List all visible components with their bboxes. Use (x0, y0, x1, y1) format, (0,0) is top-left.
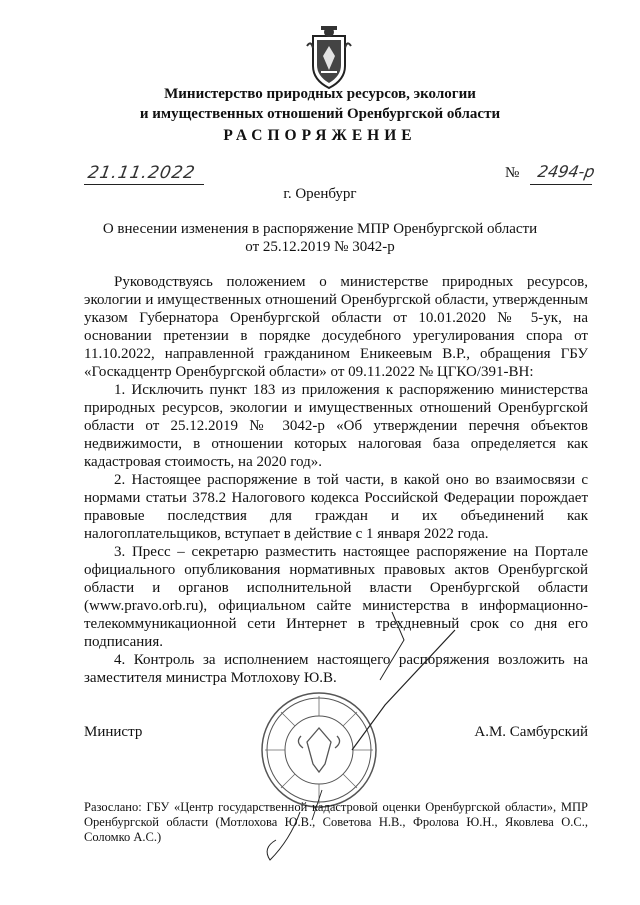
item-2-paragraph: 2. Настоящее распоряжение в той части, в какой оно во взаимосвязи с нормами статьи 378.2 Налогового кодекса Российской Федерации порождает правовые последствия для граждан и их объединений как налогоплательщиков, вступает в действие с 1 января 2022 года. (84, 472, 588, 542)
item-3-paragraph: 3. Пресс – секретарю разместить настоящее распоряжение на Портале официального опубликования нормативных правовых актов Оренбургской области и органов исполнительной власти Оренбургской области (www.pravo.orb.ru), официальном сайте министерства в информационно-телекоммуникационной сети Интернет в трехдневный срок со дня его подписания. (84, 544, 588, 650)
item-4-paragraph: 4. Контроль за исполнением настоящего распоряжения возложить на заместителя министра Мотлохову Ю.В. (84, 652, 588, 686)
coat-of-arms-icon (303, 22, 355, 90)
org-name-line1: Министерство природных ресурсов, экологии (164, 86, 476, 102)
document-date: 21.11.2022 (86, 163, 198, 183)
number-underline (530, 184, 592, 185)
city: г. Оренбург (283, 186, 357, 202)
preamble-paragraph: Руководствуясь положением о министерстве природных ресурсов, экологии и имущественных отношений Оренбургской области, утвержденным указом Губернатора Оренбургской области от 10.01.2020 № 5-ук, на основании претензии в порядке досудебного урегулирования спора от 11.10.2022, направленной гражданином Еникеевым В.Р., обращения ГБУ «Госкадцентр Оренбургской области» от 09.11.2022 № ЦГКО/391-ВН: (84, 274, 588, 380)
official-seal-icon (259, 690, 379, 810)
subject-line2: от 25.12.2019 № 3042-р (245, 239, 395, 255)
item-1-paragraph: 1. Исключить пункт 183 из приложения к распоряжению министерства природных ресурсов, экологии и имущественных отношений Оренбургской области от 25.12.2019 № 3042-р «Об утверждении перечня объектов недвижимости, в отношении которых налоговая база определяется как кадастровая стоимость, на 2020 год». (84, 382, 588, 470)
document-type: РАСПОРЯЖЕНИЕ (223, 127, 417, 144)
date-underline (84, 184, 204, 185)
signatory-title: Министр (84, 724, 143, 740)
number-sign: № (505, 165, 520, 181)
org-name-line2: и имущественных отношений Оренбургской области (139, 106, 501, 122)
signatory-name: А.М. Самбурский (474, 724, 588, 740)
document-number: 2494-р (536, 162, 597, 181)
document-body (84, 273, 588, 687)
distribution-list: Разослано: ГБУ «Центр государственной кадастровой оценки Оренбургской области», МПР Оренбургской области (Мотлохова Ю.В., Советова Н.В., Фролова Ю.Н., Яковлева О.С., Соломко А.С.) (84, 800, 588, 844)
subject-line1: О внесении изменения в распоряжение МПР Оренбургской области (102, 221, 538, 237)
